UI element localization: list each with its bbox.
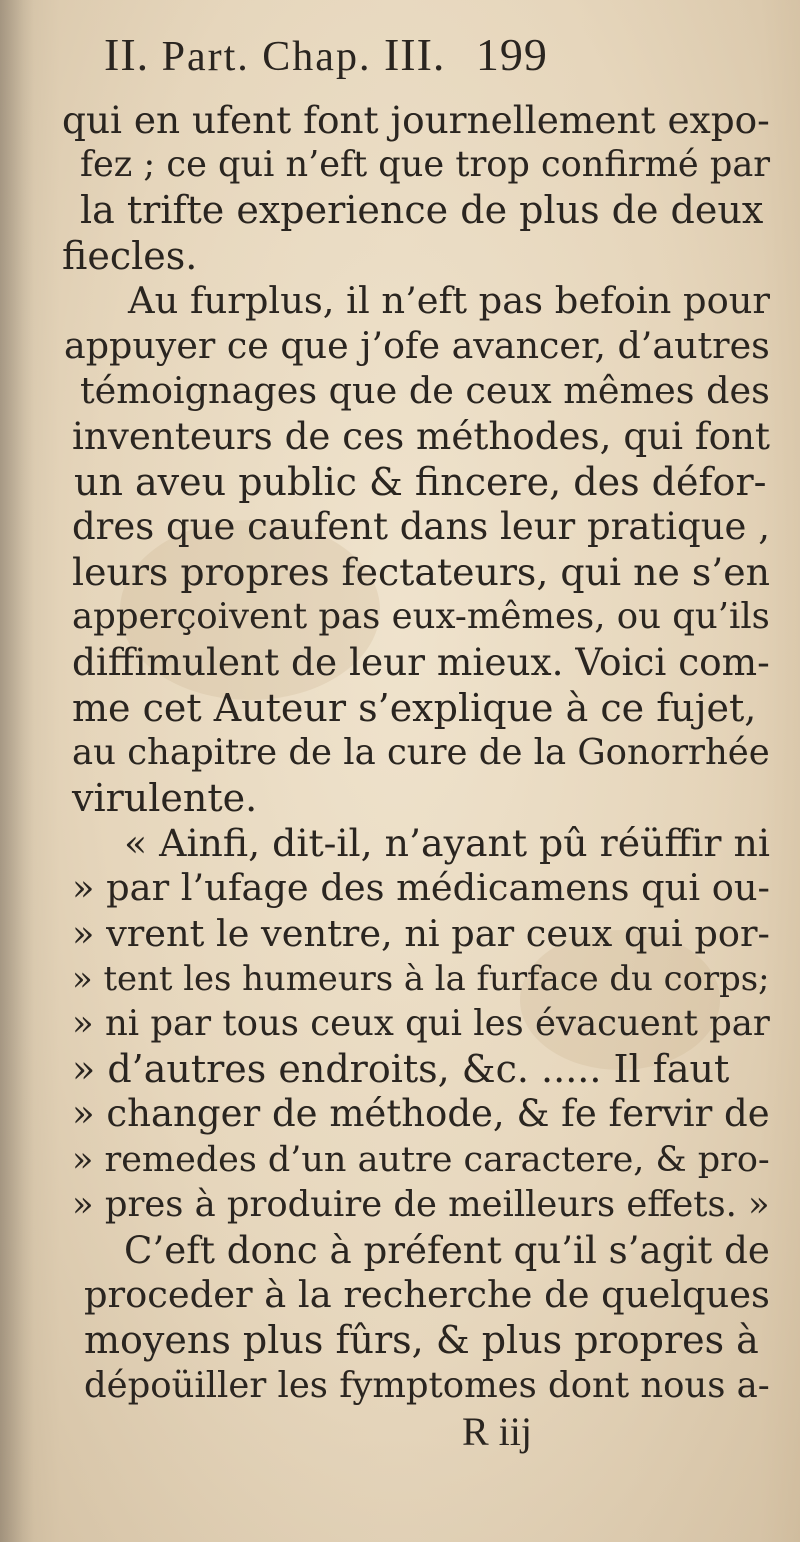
text-line: » ni par tous ceux qui les évacuent par [72,1003,770,1044]
page-edge-shadow [0,0,34,1542]
signature-mark: R iij [462,1408,533,1454]
page-number: 199 [475,29,548,80]
text-line: » par l’ufage des médicamens qui ou- [72,866,770,910]
header-chapter-label: Chap. [262,34,372,80]
header-chapter-number: III. [383,29,446,80]
text-line: » d’autres endroits, &c. ..... Il faut [72,1047,730,1092]
text-line: un aveu public & fincere, des défor- [74,459,767,504]
text-line: » remedes d’un autre caractere, & pro- [72,1139,770,1180]
text-line: appuyer ce que j’ofe avancer, d’autres [64,324,770,367]
text-line: virulente. [72,776,258,820]
text-line: fez ; ce qui n’eft que trop confirmé par [80,144,771,186]
text-line: dépoüiller les fymptomes dont nous a- [84,1364,770,1406]
text-line: fiecles. [62,233,198,278]
text-line: la trifte experience de plus de deux [80,188,764,233]
text-line: me cet Auteur s’explique à ce fujet, [72,685,757,730]
text-line: » tent les humeurs à la furface du corps; [72,958,770,998]
text-line: dres que caufent dans leur pratique , [72,504,770,548]
text-line: « Ainfi, dit-il, n’ayant pû réüffir ni [124,821,770,866]
text-line: leurs propres fectateurs, qui ne s’en [72,550,771,594]
text-line: au chapitre de la cure de la Gonorrhée [72,731,770,773]
running-header [104,28,548,81]
text-line: moyens plus fûrs, & plus propres à [84,1318,759,1363]
header-part-label: Part. [161,34,250,80]
text-line: » pres à produire de meilleurs effets. » [72,1183,770,1225]
text-line: qui en ufent font journellement expo- [62,98,770,142]
text-line: C’eft donc à préfent qu’il s’agit de [124,1228,770,1272]
text-line: » vrent le ventre, ni par ceux qui por- [72,911,770,955]
text-line: diffimulent de leur mieux. Voici com- [72,640,770,685]
text-line: témoignages que de ceux mêmes des [80,369,770,413]
header-part-number: II. [104,29,150,80]
text-line: proceder à la recherche de quelques [84,1273,770,1317]
text-line: Au furplus, il n’eft pas befoin pour [128,278,771,322]
text-line: inventeurs de ces méthodes, qui font [72,414,770,459]
text-line: apperçoivent pas eux-mêmes, ou qu’ils [72,596,770,638]
text-line: » changer de méthode, & fe fervir de [72,1092,770,1136]
